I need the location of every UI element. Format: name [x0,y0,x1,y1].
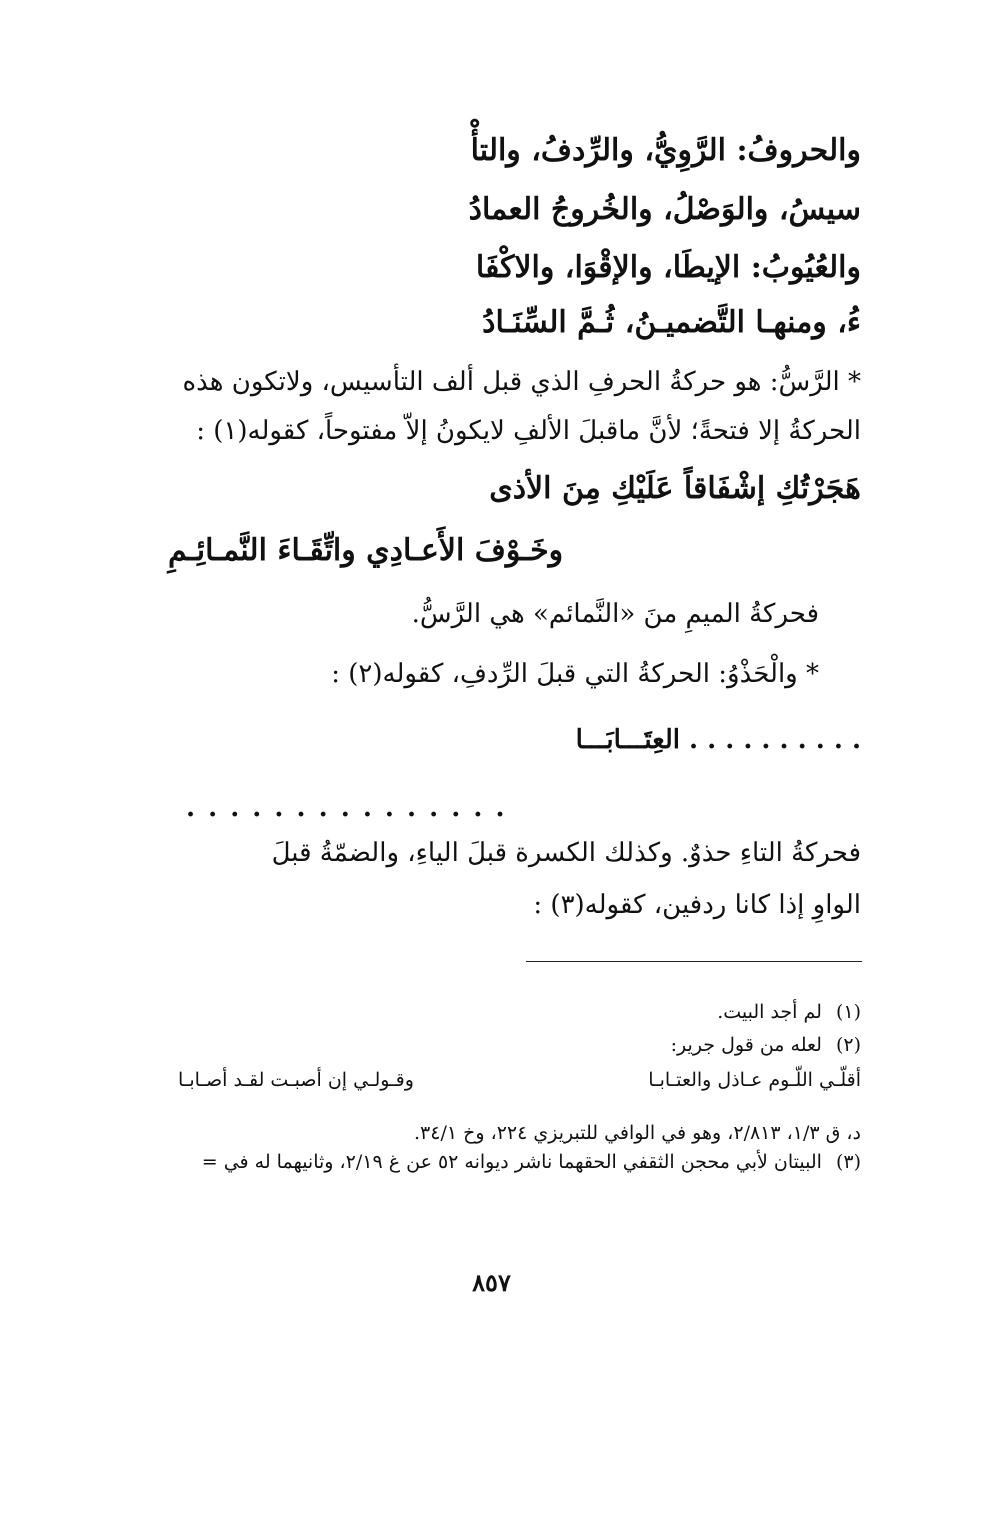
footnote-1 [717,1003,861,1022]
footnote-2-number: (٢) [835,1034,861,1056]
footnote-2-verse-first: أقلّـي اللّـوم عـاذل والعتـابـا [648,1069,861,1091]
verse-2-line-2: . . . . . . . . . . . . . . . [186,793,507,823]
verse-2-line-1: . . . . . . . . . . العِتَـــابَـــا [575,725,861,755]
poem-line-2: سيسُ، والوَصْلُ، والخُروجُ العمادُ [468,192,861,227]
footnote-separator [526,961,862,962]
footnote-2 [671,1036,861,1055]
poem-line-4: ءُ، ومنهـا التَّضميـنُ، ثُـمَّ السِّنَـادُ [482,305,861,340]
footnote-3 [202,1153,861,1172]
closing-line-1: فحركةُ التاءِ حذوٌ. وكذلك الكسرة قبلَ الياءِ، والضمّةُ قبلَ [271,838,861,868]
rass-definition-line-1: * الرَّسُّ: هو حركةُ الحرفِ الذي قبل ألف التأسيس، ولاتكون هذه [182,367,861,397]
rass-definition-line-2: الحركةُ إلا فتحةً؛ لأنَّ ماقبلَ الألفِ لايكونُ إلاّ مفتوحاً، كقوله(١) : [196,416,861,446]
hadhw-definition: * والْحَذْوُ: الحركةُ التي قبلَ الرِّدفِ، كقوله(٢) : [331,659,819,689]
footnote-1-text: لم أجد البيت. [717,1001,822,1023]
page-number: ٨٥٧ [472,1268,511,1297]
footnote-3-number: (٣) [835,1151,861,1173]
poem-line-3: والعُيُوبُ: الإيطَا، والإقْوَا، والاكْفَا [475,250,861,285]
footnote-2-text: لعله من قول جرير: [670,1034,822,1056]
footnote-3-text: البيتان لأبي محجن الثقفي الحقهما ناشر ديوانه ٥٢ عن غ ٢/١٩، وثانيهما له في = [201,1151,822,1173]
verse-1-hemistich-1: هَجَرْتُكِ إشْفَاقاً عَلَيْكِ مِنَ الأذى [489,471,861,506]
footnote-2-source: د، ق ١/٣، ٢/٨١٣، وهو في الوافي للتبريزي ٢٢٤، وخ ٣٤/١. [413,1122,861,1144]
poem-line-1: والحروفُ: الرَّوِيُّ، والرِّدفُ، والتأْ [470,133,861,168]
footnote-1-number: (١) [835,1001,861,1023]
rass-example-note: فحركةُ الميمِ منَ «النَّمائم» هي الرَّسُّ. [411,599,819,629]
closing-line-2: الواوِ إذا كانا ردفين، كقوله(٣) : [533,890,861,920]
verse-1-hemistich-2: وخَـوْفَ الأَعـادِي واتِّقَـاءَ النَّمـائِـمِ [168,533,564,568]
footnote-2-verse-second: وقـولـي إن أصبـت لقـد أصـابـا [178,1069,414,1091]
